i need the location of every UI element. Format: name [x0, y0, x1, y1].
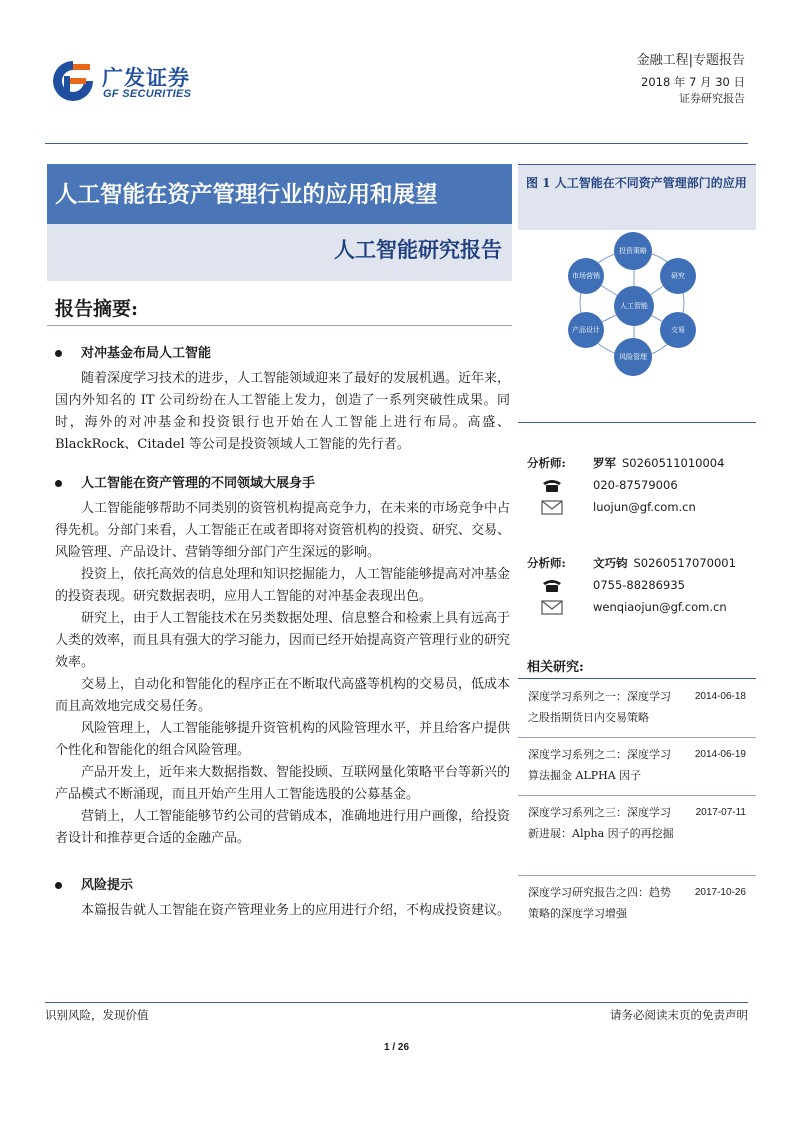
abstract-section [55, 344, 510, 456]
paragraph: 随着深度学习技术的进步，人工智能领域迎来了最好的发展机遇。近年来，国内外知名的 IT 公司纷纷在人工智能上发力，创造了一系列突破性成果。同时，海外的对冲基金和投资银行也开始在人工智能上进行布局。高盛、BlackRock、Citadel 等公司是投资领域人工智能的先行者。 [55, 371, 511, 452]
analyst-name: 罗军 [593, 456, 616, 470]
paragraph: 人工智能能够帮助不同类别的资管机构提高竞争力，在未来的市场竞争中占得先机。分部门来看，人工智能正在或者即将对资管机构的投资、研究、交易、风险管理、产品设计、营销等细分部门产生深远的影响。 [55, 501, 511, 560]
analyst-phone: 0755-88286935 [593, 578, 685, 592]
analyst-cert: S0260511010004 [622, 456, 725, 470]
related-item[interactable] [518, 796, 756, 876]
diagram-node: 产品设计 [568, 312, 604, 348]
analyst-card [527, 552, 755, 618]
related-item[interactable] [518, 738, 756, 796]
figure-divider [518, 422, 756, 423]
paragraph: 本篇报告就人工智能在资产管理业务上的应用进行介绍，不构成投资建议。 [81, 903, 511, 918]
analyst-card [527, 452, 755, 518]
related-date: 2017-10-26 [694, 887, 746, 898]
header-meta [637, 52, 745, 106]
phone-icon [541, 477, 563, 493]
related-divider [518, 678, 756, 679]
analyst-name: 文巧钧 [593, 556, 628, 570]
related-title: 深度学习系列之二：深度学习算法掘金 ALPHA 因子 [528, 748, 671, 782]
analyst-email[interactable]: wenqiaojun@gf.com.cn [593, 600, 727, 614]
diagram-node: 研究 [660, 258, 696, 294]
analyst-label: 分析师: [527, 556, 566, 570]
analyst-phone: 020-87579006 [593, 478, 678, 492]
analyst-cert: S0260517070001 [633, 556, 736, 570]
report-subtitle: 人工智能研究报告 [334, 237, 502, 262]
report-category: 金融工程|专题报告 [636, 53, 745, 68]
abstract-divider [47, 325, 512, 326]
bullet-icon [55, 350, 62, 357]
page-number: 1 / 26 [383, 1042, 410, 1053]
paragraph: 交易上，自动化和智能化的程序正在不断取代高盛等机构的交易员，低成本而且高效地完成交易任务。 [55, 677, 511, 714]
section-heading: 人工智能在资产管理的不同领域大展身手 [81, 476, 316, 491]
paragraph: 产品开发上，近年来大数据指数、智能投顾、互联网量化策略平台等新兴的产品模式不断涌现，而且开始产生用人工智能选股的公募基金。 [55, 765, 511, 802]
footer-divider [45, 1002, 748, 1003]
company-name-cn: 广发证券 [102, 66, 190, 90]
email-icon [541, 499, 563, 515]
header-divider [45, 143, 748, 144]
analyst-label: 分析师: [527, 456, 566, 470]
report-title: 人工智能在资产管理行业的应用和展望 [55, 182, 438, 208]
section-heading: 对冲基金布局人工智能 [81, 346, 212, 361]
abstract-section [55, 474, 510, 850]
related-item[interactable] [518, 876, 756, 932]
related-date: 2014-06-18 [694, 691, 746, 702]
diagram-node: 投资策略 [614, 232, 652, 270]
footer-slogan: 识别风险，发现价值 [45, 1008, 149, 1022]
related-date: 2014-06-19 [694, 749, 746, 760]
figure-caption: 图 1 人工智能在不同资产管理部门的应用 [518, 164, 756, 230]
bullet-icon [55, 882, 62, 889]
footer-disclaimer: 请务必阅读末页的免责声明 [610, 1008, 748, 1022]
email-icon [541, 599, 563, 615]
abstract-section [55, 876, 510, 922]
analyst-email[interactable]: luojun@gf.com.cn [593, 500, 696, 514]
abstract-heading: 报告摘要: [55, 298, 139, 320]
related-title: 深度学习系列之一：深度学习之股指期货日内交易策略 [528, 690, 671, 724]
report-date: 2018 年 7 月 30 日 [641, 75, 745, 89]
figure-diagram [518, 230, 756, 380]
report-type: 证券研究报告 [679, 92, 745, 105]
section-heading: 风险提示 [81, 878, 134, 893]
diagram-node: 市场营销 [568, 258, 604, 294]
related-date: 2017-07-11 [695, 807, 746, 818]
diagram-node: 风险管理 [614, 338, 652, 376]
company-name-en: GF SECURITIES [103, 88, 192, 100]
paragraph: 风险管理上，人工智能能够提升资管机构的风险管理水平，并且给客户提供个性化和智能化的组合风险管理。 [55, 721, 511, 758]
related-title: 深度学习研究报告之四：趋势策略的深度学习增强 [528, 886, 671, 920]
paragraph: 营销上，人工智能能够节约公司的营销成本，准确地进行用户画像，给投资者设计和推荐更合适的金融产品。 [55, 809, 511, 846]
phone-icon [541, 577, 563, 593]
company-logo [50, 58, 210, 104]
related-heading: 相关研究: [527, 660, 584, 675]
bullet-icon [55, 480, 62, 487]
subtitle-band [47, 224, 512, 281]
related-item[interactable] [518, 680, 756, 738]
gf-logo-icon [50, 58, 96, 104]
related-title: 深度学习系列之三：深度学习新进展：Alpha 因子的再挖掘 [528, 806, 674, 840]
title-band [47, 164, 512, 224]
diagram-center-node: 人工智能 [614, 286, 654, 326]
paragraph: 研究上，由于人工智能技术在另类数据处理、信息整合和检索上具有远高于人类的效率，而且具有强大的学习能力，因而已经开始提高资产管理行业的研究效率。 [55, 611, 511, 670]
paragraph: 投资上，依托高效的信息处理和知识挖掘能力，人工智能能够提高对冲基金的投资表现。研究数据表明，应用人工智能的对冲基金表现出色。 [55, 567, 511, 604]
diagram-node: 交易 [660, 312, 696, 348]
